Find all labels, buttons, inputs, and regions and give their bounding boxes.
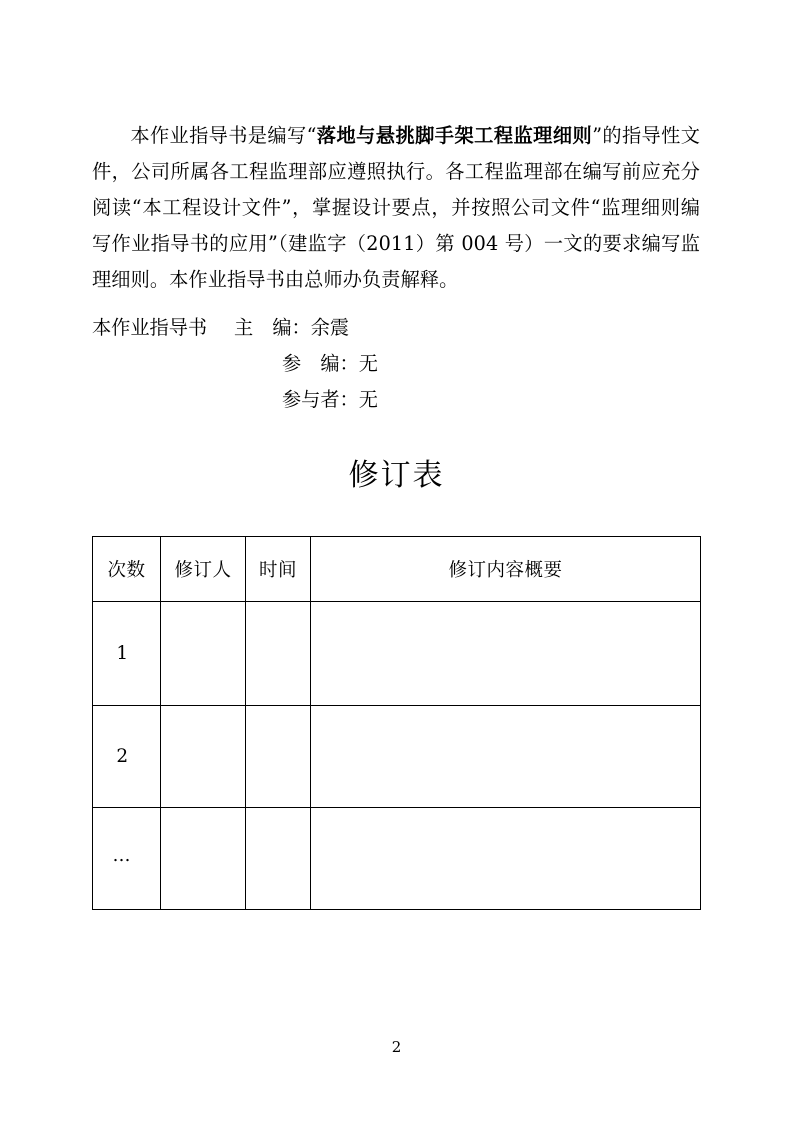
intro-paragraph	[92, 118, 700, 298]
table-header-row	[93, 537, 701, 602]
cell-index	[93, 808, 161, 910]
credit-line-participant	[92, 382, 700, 418]
cell-reviser	[161, 706, 246, 808]
cell-summary	[311, 706, 701, 808]
column-header-index: 次数	[93, 537, 161, 602]
revision-table	[92, 536, 701, 910]
column-header-summary: 修订内容概要	[311, 537, 701, 602]
page-number: 2	[391, 1038, 402, 1056]
credit-role-participant: 参与者：	[282, 388, 359, 411]
cell-index-value: 1	[116, 643, 129, 664]
cell-index-value: 2	[116, 746, 129, 767]
cell-index	[93, 602, 161, 706]
credit-name-assoc: 无	[358, 352, 378, 375]
cell-date	[246, 706, 311, 808]
body-text-block	[92, 118, 700, 298]
table-row	[93, 706, 701, 808]
credit-role-chief: 主 编：	[234, 316, 311, 339]
credit-name-participant: 无	[358, 388, 378, 411]
section-heading: 修订表	[348, 458, 445, 493]
paragraph-part-2: 的指导性文件，公司所属各工程监理部应遵照执行。各工程监理部在编写前应充分阅读“本工程设计文件”，掌握设计要点，并按照公司文件“监理细则编写作业指导书的应用”（建监字（2011）第 004 号）一文的要求编写监理细则。本作业指导书由总师办负责解释。	[92, 124, 700, 291]
paragraph-part-1: 本作业指导书是编写	[130, 124, 307, 147]
credit-name-chief: 余震	[310, 316, 350, 339]
cell-reviser	[161, 602, 246, 706]
column-header-reviser: 修订人	[161, 537, 246, 602]
credit-line-chief	[92, 310, 700, 346]
quote-open-mark: “	[306, 124, 317, 147]
quote-close-mark: ”	[592, 124, 603, 147]
cell-date	[246, 808, 311, 910]
credit-role-assoc: 参 编：	[282, 352, 359, 375]
cell-index	[93, 706, 161, 808]
cell-reviser	[161, 808, 246, 910]
cell-summary	[311, 808, 701, 910]
table-row	[93, 808, 701, 910]
emphasized-title: 落地与悬挑脚手架工程监理细则	[316, 124, 593, 147]
credit-line-assoc	[92, 346, 700, 382]
cell-date	[246, 602, 311, 706]
credits-block	[92, 310, 700, 418]
column-header-date: 时间	[246, 537, 311, 602]
table-row	[93, 602, 701, 706]
cell-index-value: …	[112, 845, 133, 866]
cell-summary	[311, 602, 701, 706]
revision-table-container	[92, 536, 700, 910]
credit-lead-label: 本作业指导书	[92, 316, 208, 339]
